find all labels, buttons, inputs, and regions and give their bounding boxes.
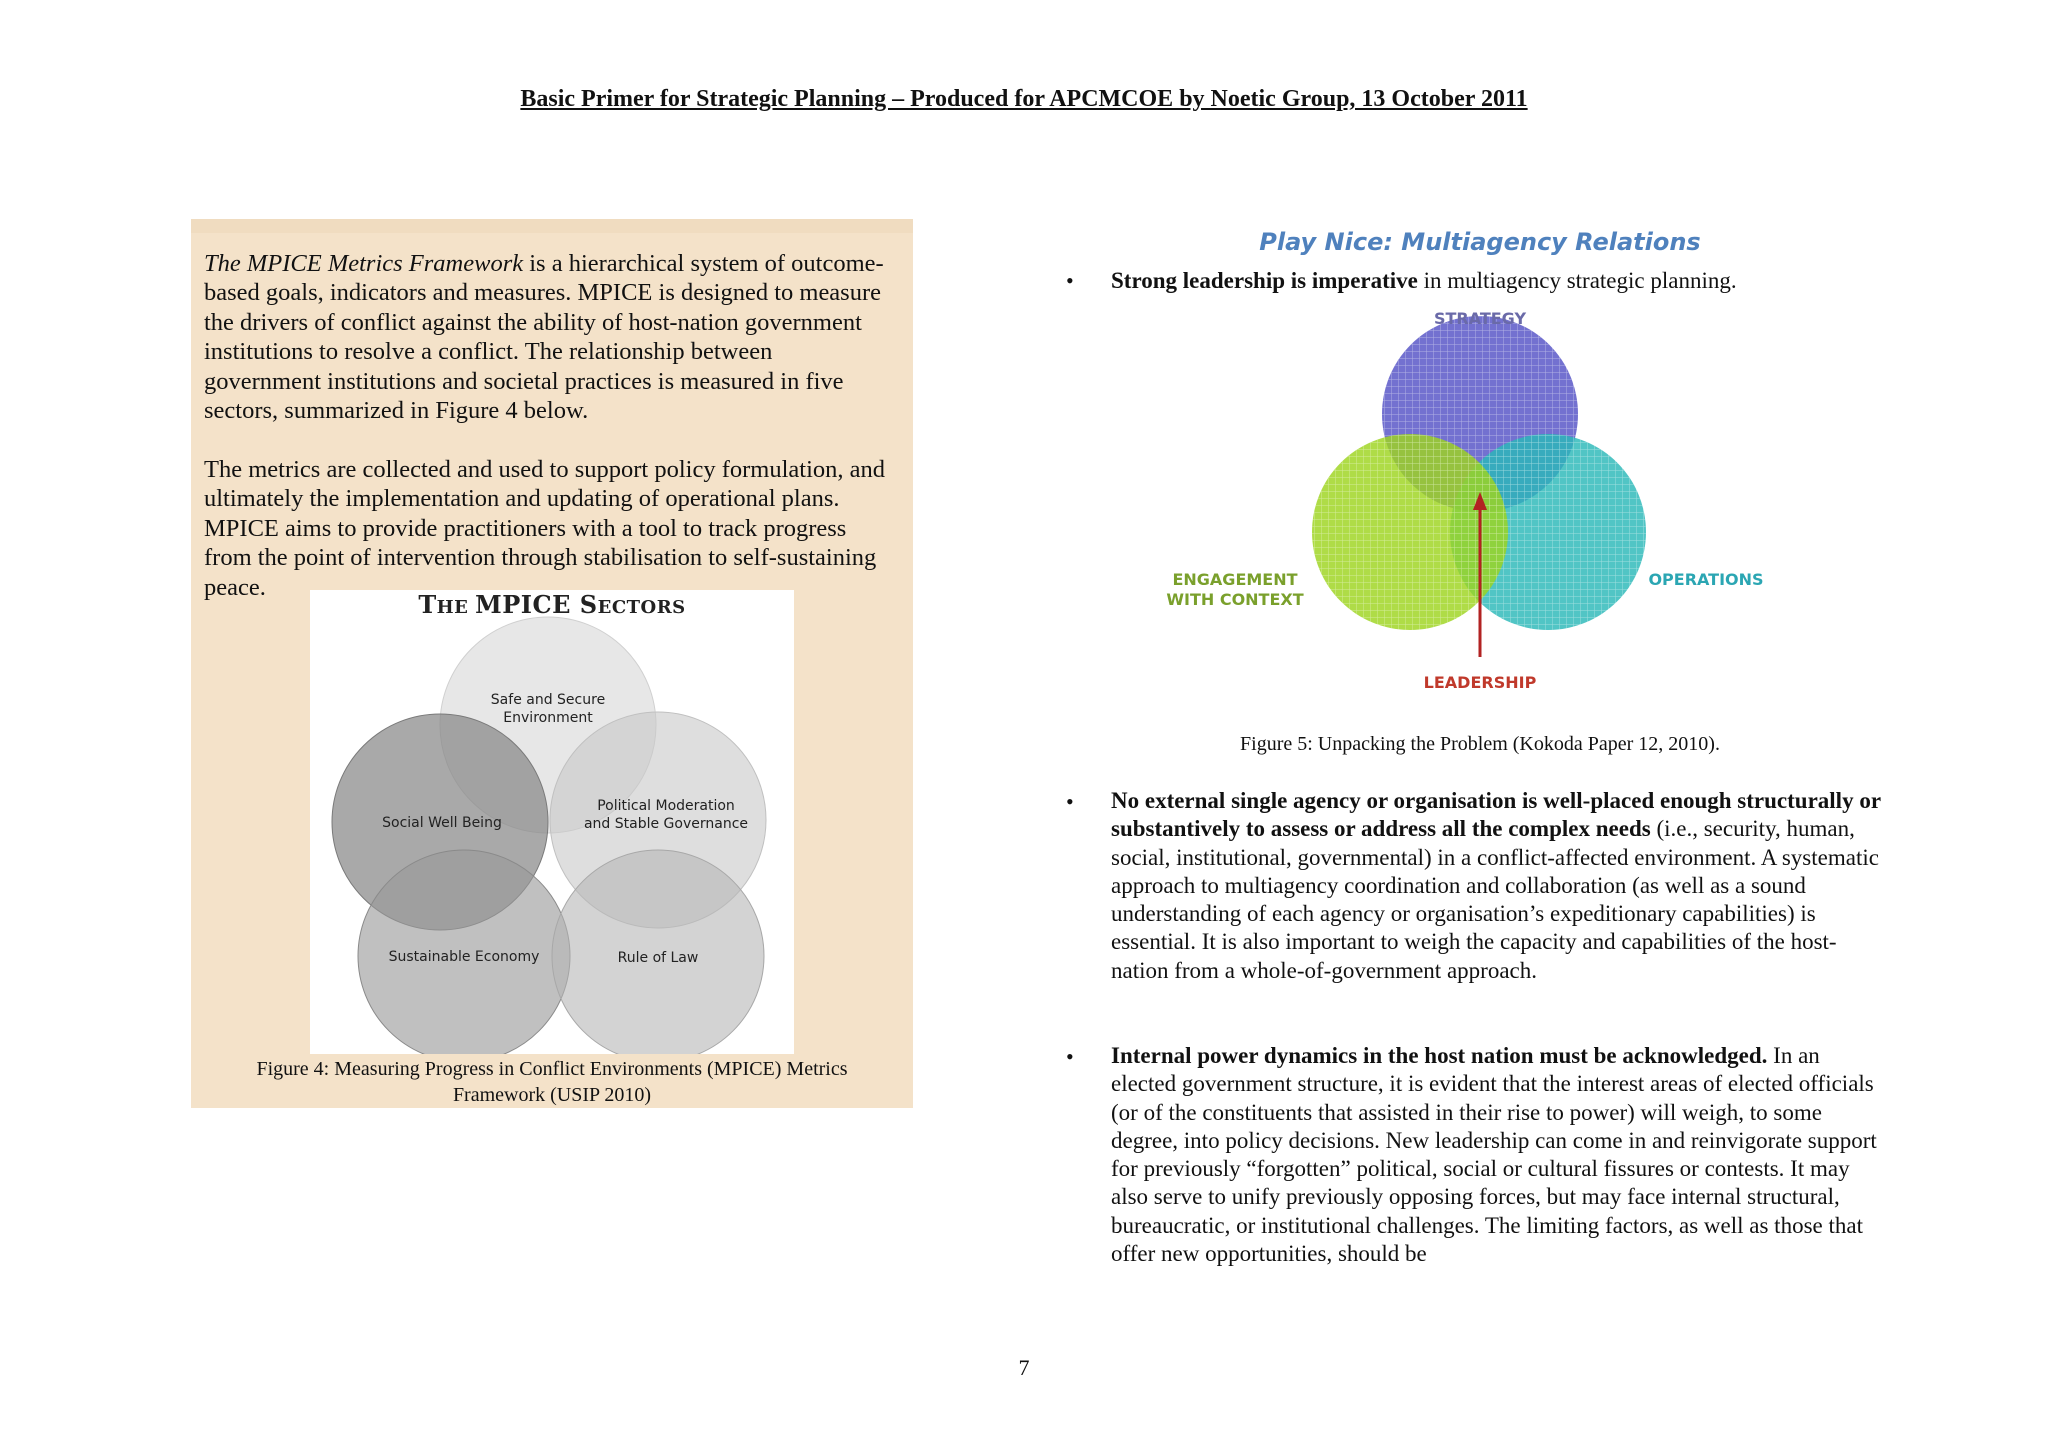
political-label-1: Political Moderation	[597, 798, 735, 814]
bullet-2-text: No external single agency or organisation is well-placed enough structurally or substantively to assess or address all the complex needs (i.e., security, human, social, institutional, governmental) in a conflict-affected environment. A systematic approach to multiagency coordination and collaboration (as well as a sound understanding of each agency or organisation’s expeditionary capabilities) is essential. It is also important to weigh the capacity and capabilities of the host-nation from a whole-of-government approach.	[1111, 788, 1881, 983]
strategy-label: STRATEGY	[1433, 309, 1527, 328]
social-label: Social Well Being	[382, 815, 502, 831]
mpice-intro-text: is a hierarchical system of outcome-based goals, indicators and measures. MPICE is designed to measure the drivers of conflict against the ability of host-nation government institutions to resolve a conflict. The relationship between government institutions and societal practices is measured in five sectors, summarized in Figure 4 below.	[204, 250, 884, 425]
mpice-sectors-figure	[310, 590, 794, 1054]
leadership-label: LEADERSHIP	[1423, 673, 1537, 692]
leadership-venn-diagram	[1160, 302, 1780, 702]
law-label: Rule of Law	[617, 950, 699, 966]
section-heading: Play Nice: Multiagency Relations	[1259, 228, 1701, 256]
mpice-term: The MPICE Metrics Framework	[204, 250, 524, 277]
economy-label: Sustainable Economy	[388, 949, 540, 965]
figure-5-caption: Figure 5: Unpacking the Problem (Kokoda Paper 12, 2010).	[1240, 733, 1720, 755]
bullet-1-text: Strong leadership is imperative in multiagency strategic planning.	[1111, 268, 1737, 293]
page-number: 7	[1018, 1355, 1030, 1380]
engagement-label-2: WITH CONTEXT	[1166, 590, 1304, 609]
page-header: Basic Primer for Strategic Planning – Produced for APCMCOE by Noetic Group, 13 October 2011	[520, 86, 1528, 112]
bullet-3-text: Internal power dynamics in the host nation must be acknowledged. In an elected government structure, it is evident that the interest areas of elected officials (or of the constituents that assisted in their rise to power) will weigh, to some degree, into policy decisions. New leadership can come in and reinvigorate support for previously “forgotten” political, social or cultural fissures or contests. It may also serve to unify previously opposing forces, but may face internal structural, bureaucratic, or institutional challenges. The limiting factors, as well as those that offer new opportunities, should be	[1111, 1043, 1877, 1267]
political-label-2: and Stable Governance	[583, 816, 749, 832]
mpice-intro-paragraph	[204, 249, 894, 425]
safe-label-2: Environment	[503, 710, 593, 726]
safe-label-1: Safe and Secure	[490, 692, 606, 708]
mpice-figure-title: THE MPICE SECTORS	[418, 590, 686, 619]
bullet-2-marker: •	[1066, 789, 1074, 814]
bullet-1-marker: •	[1066, 268, 1074, 293]
mpice-metrics-paragraph: The metrics are collected and used to support policy formulation, and ultimately the implementation and updating of operational plans. MPICE aims to provide practitioners with a tool to track progress from the point of intervention through stabilisation to self-sustaining peace.	[204, 456, 886, 601]
figure-4-caption	[191, 1056, 913, 1108]
figure-4-caption-line2: Framework (USIP 2010)	[452, 1084, 652, 1106]
operations-label: OPERATIONS	[1648, 570, 1764, 589]
bullet-3-marker: •	[1066, 1044, 1074, 1069]
engagement-label-1: ENGAGEMENT	[1172, 570, 1298, 589]
mpice-venn-diagram	[310, 590, 794, 1054]
figure-4-caption-line1: Figure 4: Measuring Progress in Conflict Environments (MPICE) Metrics	[256, 1058, 848, 1080]
